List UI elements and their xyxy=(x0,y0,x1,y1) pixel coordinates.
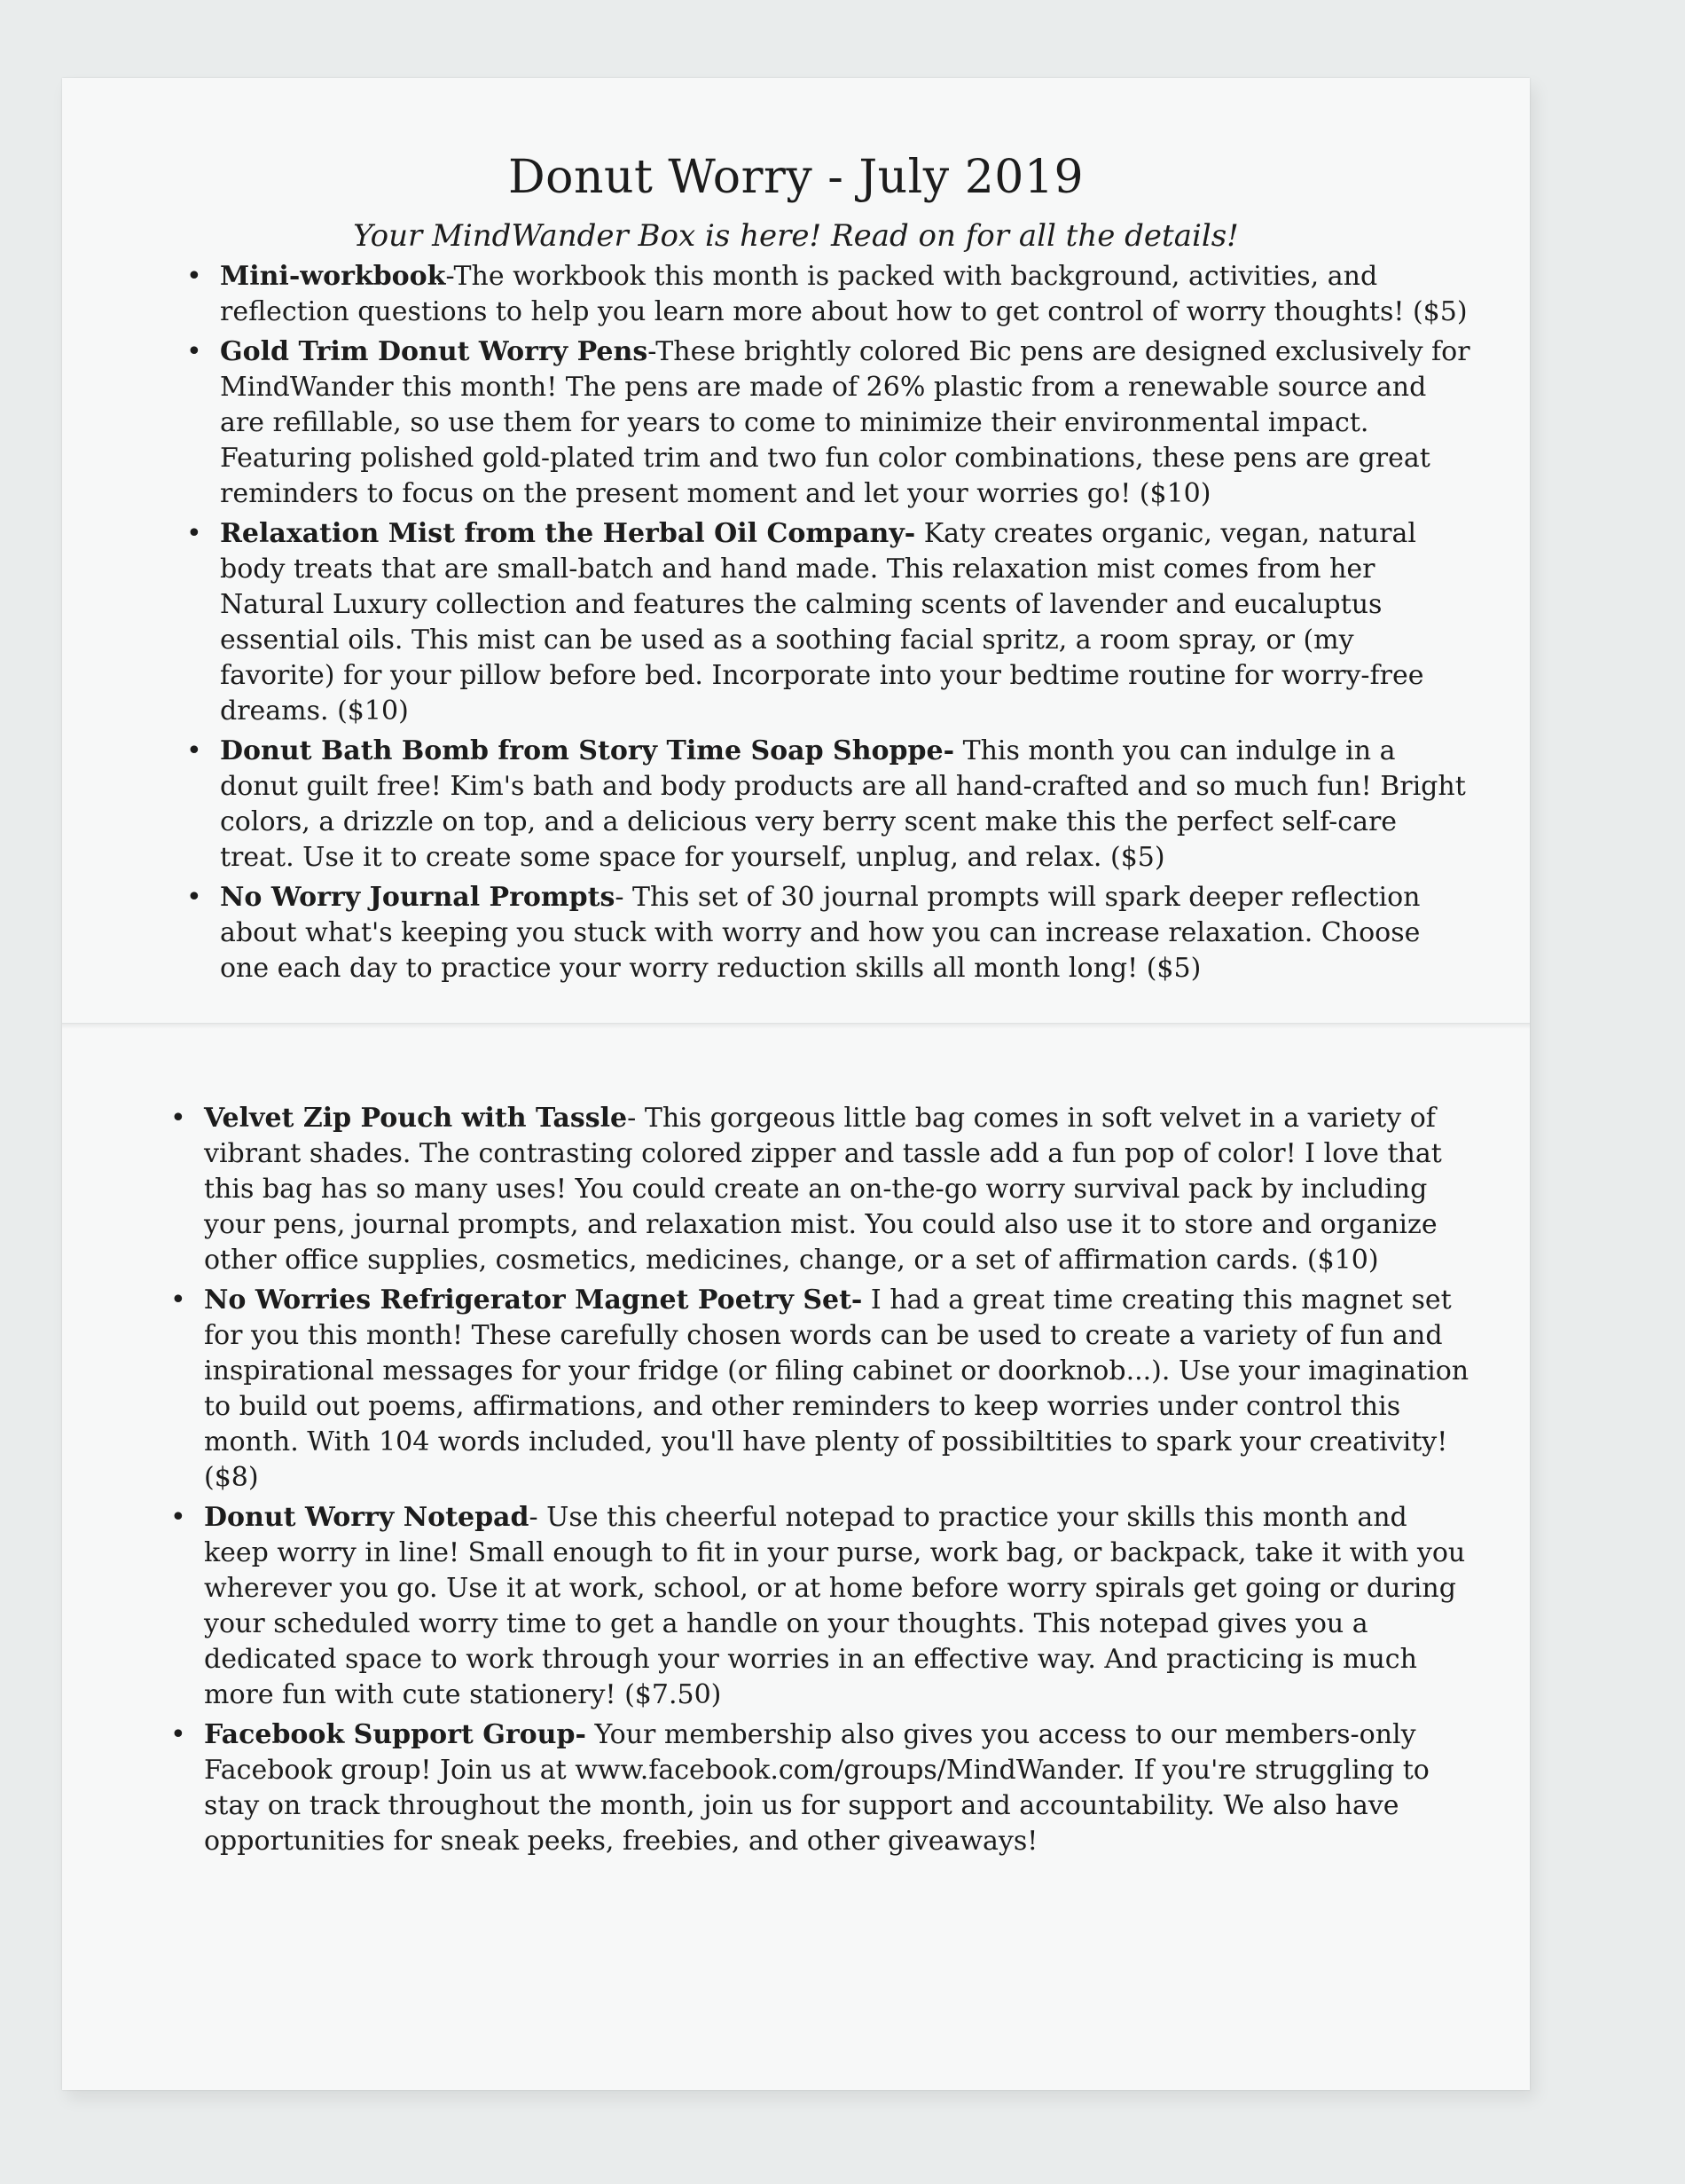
bullet-icon: • xyxy=(186,336,202,367)
item-description: - This set of 30 journal prompts will spark deeper reflection about what's keeping you stuck with worry and how you can increase relaxation. Choose one each day to practice your worry reduction skills all month long! ($5) xyxy=(220,882,1421,984)
list-item xyxy=(170,1500,1472,1713)
item-description: Your membership also gives you access to our members-only Facebook group! Join us at www.facebook.com/groups/MindWander. If you're struggling to stay on track throughout the month, join us for support and accountability. We also have opportunities for sneak peeks, freebies, and other giveaways! xyxy=(204,1719,1430,1857)
item-title: No Worries Refrigerator Magnet Poetry Set- xyxy=(204,1284,863,1316)
item-description: This month you can indulge in a donut guilt free! Kim's bath and body products are all hand-crafted and so much fun! Bright colors, a drizzle on top, and a delicious very berry scent make this the perfect self-care treat. Use it to create some space for yourself, unplug, and relax. ($5) xyxy=(220,735,1466,873)
list-item xyxy=(186,259,1470,330)
item-title: Facebook Support Group- xyxy=(204,1719,586,1750)
item-description: Katy creates organic, vegan, natural body treats that are small-batch and hand made. This relaxation mist comes from her Natural Luxury collection and features the calming scents of lavender and eucaluptus essential oils. This mist can be used as a soothing facial spritz, a room spray, or (my favorite) for your pillow before bed. Incorporate into your bedtime routine for worry-free dreams. ($10) xyxy=(220,518,1424,727)
bullet-icon: • xyxy=(170,1502,186,1533)
item-title: Donut Bath Bomb from Story Time Soap Shoppe- xyxy=(220,735,955,766)
list-item xyxy=(186,516,1470,729)
bullet-icon: • xyxy=(170,1103,186,1134)
item-description: - Use this cheerful notepad to practice your skills this month and keep worry in line! Small enough to fit in your purse, work bag, or backpack, take it with you wherever you go. Use it at work, school, or at home before worry spirals get going or during your scheduled worry time to get a handle on your thoughts. This notepad gives you a dedicated space to work through your worries in an effective way. And practicing is much more fun with cute stationery! ($7.50) xyxy=(204,1502,1466,1710)
bullet-icon: • xyxy=(170,1719,186,1750)
list-item xyxy=(170,1283,1472,1496)
item-title: Donut Worry Notepad xyxy=(204,1502,529,1533)
item-description: I had a great time creating this magnet set for you this month! These carefully chosen words can be used to create a variety of fun and inspirational messages for your fridge (or filing cabinet or doorknob...). Use your imagination to build out poems, affirmations, and other reminders to keep worries under control this month. With 104 words included, you'll have plenty of possibiltities to spark your creativity! ($8) xyxy=(204,1284,1469,1493)
bullet-icon: • xyxy=(186,735,202,766)
item-title: Relaxation Mist from the Herbal Oil Company- xyxy=(220,518,916,549)
list-item xyxy=(186,880,1470,986)
document-title: Donut Worry - July 2019 xyxy=(507,151,1085,204)
paper-fold xyxy=(62,1023,1530,1029)
item-list-top xyxy=(186,259,1470,991)
item-description: - This gorgeous little bag comes in soft velvet in a variety of vibrant shades. The contrasting colored zipper and tassle add a fun pop of color! I love that this bag has so many uses! You could create an on-the-go worry survival pack by including your pens, journal prompts, and relaxation mist. You could also use it to store and organize other office supplies, cosmetics, medicines, change, or a set of affirmation cards. ($10) xyxy=(204,1103,1442,1276)
bullet-icon: • xyxy=(186,261,202,292)
bullet-icon: • xyxy=(186,518,202,549)
paper-sheet xyxy=(62,78,1530,2090)
item-description: -These brightly colored Bic pens are designed exclusively for MindWander this month! The pens are made of 26% plastic from a renewable source and are refillable, so use them for years to come to minimize their environmental impact. Featuring polished gold-plated trim and two fun color combinations, these pens are great reminders to focus on the present moment and let your worries go! ($10) xyxy=(220,336,1470,509)
bullet-icon: • xyxy=(186,882,202,913)
item-title: No Worry Journal Prompts xyxy=(220,882,615,913)
item-list-bottom xyxy=(170,1101,1472,1864)
document-subtitle: Your MindWander Box is here! Read on for all the details! xyxy=(353,218,1239,254)
item-description: -The workbook this month is packed with background, activities, and reflection questions to help you learn more about how to get control of worry thoughts! ($5) xyxy=(220,261,1468,327)
list-item xyxy=(186,334,1470,512)
list-item xyxy=(170,1101,1472,1278)
item-title: Velvet Zip Pouch with Tassle xyxy=(204,1103,628,1134)
bullet-icon: • xyxy=(170,1284,186,1316)
list-item xyxy=(170,1717,1472,1859)
item-title: Mini-workbook xyxy=(220,261,446,292)
list-item xyxy=(186,734,1470,876)
item-title: Gold Trim Donut Worry Pens xyxy=(220,336,648,367)
